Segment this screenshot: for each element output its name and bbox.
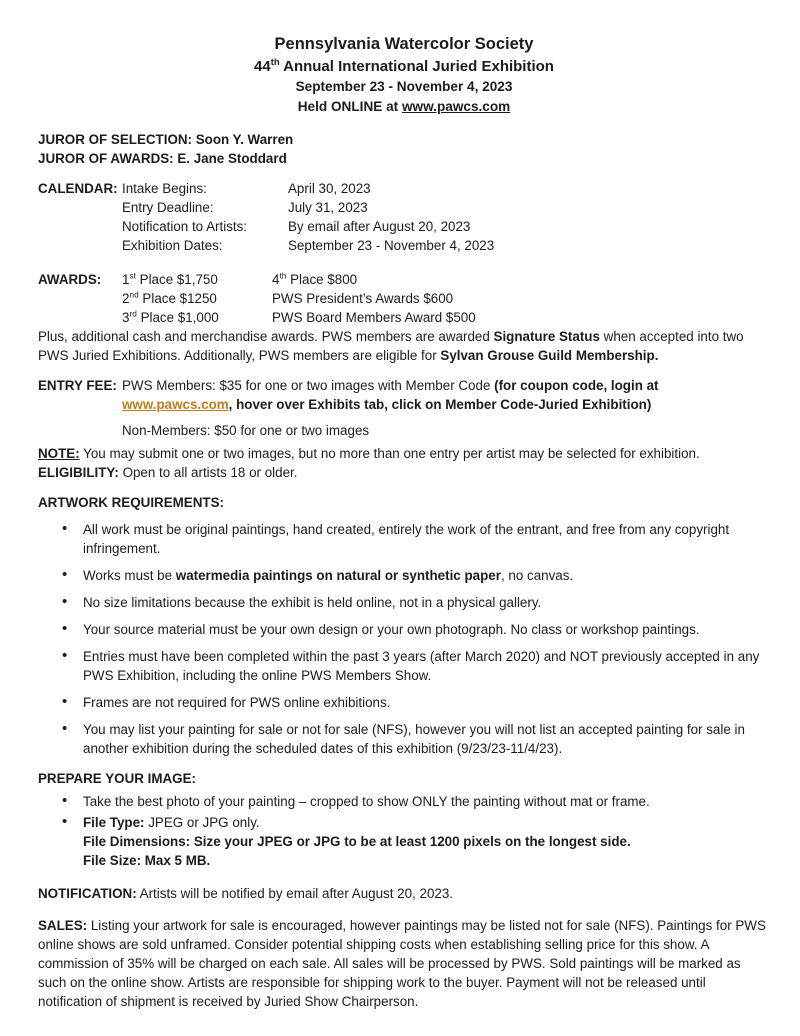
sales-paragraph (38, 916, 770, 1011)
ordinal-suffix: st (129, 270, 136, 281)
watermedia-highlight: watermedia paintings on natural or synthetic paper (175, 568, 501, 583)
eligibility-label: ELIGIBILITY: (38, 465, 119, 480)
exhibition-title-number: 44 (254, 58, 271, 75)
ordinal-suffix: nd (129, 289, 139, 300)
note-line (38, 444, 770, 463)
prepare-image-list (38, 792, 770, 870)
awards-table (38, 270, 770, 327)
awards-row (122, 308, 770, 327)
prepare-image-section (38, 769, 770, 870)
award-place-number: 1 (122, 272, 130, 287)
calendar-row-label: Exhibition Dates: (122, 238, 223, 253)
juror-of-awards: JUROR OF AWARDS: E. Jane Stoddard (38, 151, 287, 166)
sales-label: SALES: (38, 918, 88, 933)
calendar-row-label: Entry Deadline: (122, 200, 214, 215)
award-place (272, 270, 770, 289)
calendar-row (122, 198, 770, 217)
award-place (122, 270, 272, 289)
note-text: You may submit one or two images, but no more than one entry per artist may be selected for exhibition. (79, 446, 700, 461)
exhibition-dates: September 23 - November 4, 2023 (295, 79, 513, 94)
org-title: Pennsylvania Watercolor Society (274, 35, 534, 53)
awards-note (38, 327, 770, 365)
calendar-row-label: Notification to Artists: (122, 219, 248, 234)
awards-note-text: when accepted into two PWS Juried Exhibitions. Additionally, PWS members are eligible for (38, 329, 744, 363)
eligibility-text: Open to all artists 18 or older. (118, 465, 298, 480)
calendar-row (122, 236, 770, 255)
calendar-row (122, 179, 770, 198)
award-special: PWS President’s Awards $600 (272, 291, 454, 306)
file-dimensions-line: File Dimensions: Size your JPEG or JPG to be at least 1200 pixels on the longest side. (83, 834, 631, 849)
document-header (38, 33, 770, 117)
pawcs-link-header[interactable]: www.pawcs.com (401, 99, 511, 114)
juror-of-selection: JUROR OF SELECTION: Soon Y. Warren (38, 132, 294, 147)
held-online-line (38, 97, 770, 117)
notification-text: Artists will be notified by email after August 20, 2023. (136, 886, 454, 901)
list-item: • Frames are not required for PWS online exhibitions. (59, 693, 770, 712)
entry-fee-label: ENTRY FEE: (38, 378, 117, 393)
calendar-row-label: Intake Begins: (122, 181, 207, 196)
file-type-label: File Type: (83, 815, 145, 830)
calendar-row-value: By email after August 20, 2023 (288, 219, 471, 234)
award-place (122, 289, 272, 308)
calendar-table (122, 179, 770, 255)
calendar-row-value: July 31, 2023 (288, 200, 368, 215)
guild-membership-highlight: Sylvan Grouse Guild Membership. (440, 348, 659, 363)
list-item: • No size limitations because the exhibit is held online, not in a physical gallery. (59, 593, 770, 612)
calendar-label: CALENDAR: (38, 181, 118, 196)
exhibition-title (38, 56, 770, 77)
prepare-image-heading: PREPARE YOUR IMAGE: (38, 771, 196, 786)
calendar-section (38, 179, 770, 255)
list-item-text: , no canvas. (500, 568, 574, 583)
held-online-prefix: Held ONLINE at (297, 99, 402, 114)
pawcs-link-entry-fee[interactable]: www.pawcs.com (122, 397, 229, 412)
list-item: • Take the best photo of your painting – cropped to show ONLY the painting without mat or frame. (59, 792, 770, 811)
sales-text: Listing your artwork for sale is encouraged, however paintings may be listed not for sale (NFS). Paintings for PWS online shows are sold unframed. Consider potential shipping costs when establishing selling price for this show. A commission of 35% will be charged on each sale. All sales will be processed by PWS. Sold paintings will be marked as such on the online show. Artists are responsible for shipping work to the buyer. Payment will not be released until notification of shipment is received by Juried Show Chairperson. (38, 918, 766, 1009)
artwork-requirements-heading: ARTWORK REQUIREMENTS: (38, 495, 224, 510)
list-item-text: Works must be (83, 568, 176, 583)
awards-rows (122, 270, 770, 327)
awards-section (38, 270, 770, 365)
entry-fee-non-members: Non-Members: $50 for one or two images (122, 423, 370, 438)
award-place-text: Place $1250 (138, 291, 217, 306)
calendar-row-value: September 23 - November 4, 2023 (288, 238, 495, 253)
list-item: • All work must be original paintings, hand created, entirely the work of the entrant, and free from any copyright infringement. (59, 520, 770, 558)
award-place-number: 4 (272, 272, 280, 287)
awards-note-text: Plus, additional cash and merchandise awards. PWS members are awarded (38, 329, 494, 344)
list-item: • Your source material must be your own design or your own photograph. No class or workshop paintings. (59, 620, 770, 639)
note-label: NOTE: (38, 446, 80, 461)
eligibility-line (38, 463, 770, 482)
coupon-instructions-end: , hover over Exhibits tab, click on Member Code-Juried Exhibition) (228, 397, 652, 412)
awards-label: AWARDS: (38, 272, 102, 287)
jurors-section (38, 130, 770, 168)
prospectus-document (38, 33, 770, 1011)
entry-fee-body (122, 376, 770, 440)
file-type-text: JPEG or JPG only. (144, 815, 260, 830)
award-place-number: 3 (122, 310, 130, 325)
notification-label: NOTIFICATION: (38, 886, 137, 901)
awards-row (122, 289, 770, 308)
ordinal-suffix: th (270, 57, 280, 67)
entry-fee-members (122, 376, 770, 414)
artwork-requirements-section (38, 493, 770, 758)
coupon-instructions-start: (for coupon code, login at (494, 378, 659, 393)
list-item: • You may list your painting for sale or not for sale (NFS), however you will not list an accepted painting for sale in another exhibition during the scheduled dates of this exhibition (9/23/23-11/4/23). (59, 720, 770, 758)
entry-fee-members-text: PWS Members: $35 for one or two images with Member Code (122, 378, 495, 393)
award-place-text: Place $1,000 (136, 310, 219, 325)
calendar-row-value: April 30, 2023 (288, 181, 371, 196)
calendar-row (122, 217, 770, 236)
entry-fee-section (38, 376, 770, 440)
artwork-requirements-list (38, 520, 770, 758)
notification-line (38, 884, 770, 903)
file-size-line: File Size: Max 5 MB. (83, 853, 211, 868)
award-place-text: Place $1,750 (135, 272, 218, 287)
ordinal-suffix: th (279, 270, 287, 281)
list-item (59, 813, 770, 832)
list-item (59, 566, 770, 585)
award-place (122, 308, 272, 327)
award-place-text: Place $800 (286, 272, 358, 287)
award-special: PWS Board Members Award $500 (272, 310, 476, 325)
award-place-number: 2 (122, 291, 130, 306)
awards-row (122, 270, 770, 289)
signature-status-highlight: Signature Status (493, 329, 600, 344)
ordinal-suffix: rd (129, 308, 137, 319)
list-item: • Entries must have been completed within the past 3 years (after March 2020) and NOT previously accepted in any PWS Exhibition, including the online PWS Members Show. (59, 647, 770, 685)
exhibition-title-text: Annual International Juried Exhibition (279, 58, 554, 75)
